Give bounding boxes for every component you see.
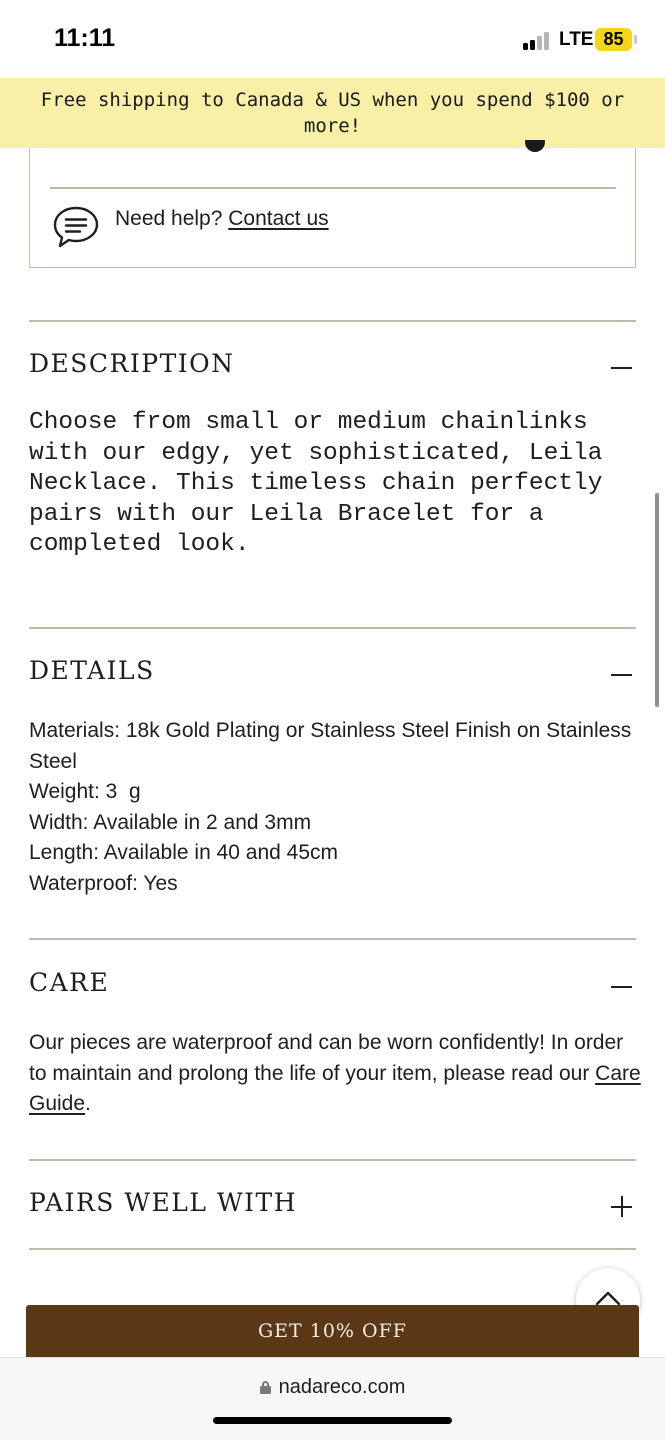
details-collapse-toggle[interactable] xyxy=(600,657,636,693)
minus-icon xyxy=(611,986,632,988)
detail-item: Width: Available in 2 and 3mm xyxy=(29,810,312,834)
pairs-expand-toggle[interactable] xyxy=(600,1189,636,1225)
battery-tip xyxy=(634,35,637,44)
lock-icon xyxy=(260,1381,271,1394)
chevron-up-icon xyxy=(595,1290,621,1306)
help-row xyxy=(115,207,329,231)
get-discount-button[interactable]: GET 10% OFF xyxy=(26,1305,639,1357)
promo-text: Free shipping to Canada & US when you spend $100 or more! xyxy=(40,89,625,137)
detail-item: Weight: 3 g xyxy=(29,780,141,803)
detail-item: Waterproof: Yes xyxy=(29,871,178,895)
section-divider xyxy=(29,1248,636,1250)
description-collapse-toggle[interactable] xyxy=(600,350,636,386)
description-text: Choose from small or medium chainlinks with our edgy, yet sophisticated, Leila Necklace. This timeless chain perfectly pairs with our Leila Bracelet for a completed look. xyxy=(29,409,603,558)
care-text xyxy=(29,1028,644,1120)
detail-item: Length: Available in 40 and 45cm xyxy=(29,841,339,864)
details-title[interactable]: DETAILS xyxy=(29,656,155,685)
minus-icon xyxy=(611,674,632,676)
section-divider xyxy=(29,1159,636,1161)
detail-item: Materials: 18k Gold Plating or Stainless Steel Finish on Stainless Steel xyxy=(29,719,632,773)
browser-address-bar[interactable] xyxy=(0,1357,665,1440)
url-row[interactable] xyxy=(0,1376,665,1399)
chat-bubble-icon xyxy=(52,206,100,248)
care-title[interactable]: CARE xyxy=(29,968,110,997)
description-title[interactable]: DESCRIPTION xyxy=(29,349,235,378)
home-indicator[interactable] xyxy=(213,1417,452,1424)
section-divider xyxy=(29,627,636,629)
care-text-after: . xyxy=(85,1092,91,1115)
promo-banner[interactable] xyxy=(0,78,665,148)
help-prefix: Need help? xyxy=(115,207,223,230)
status-time: 11:11 xyxy=(54,24,116,52)
section-divider xyxy=(29,938,636,940)
status-bar xyxy=(0,0,665,78)
section-divider xyxy=(29,320,636,322)
pairs-well-with-title[interactable]: PAIRS WELL WITH xyxy=(29,1188,297,1217)
details-list xyxy=(29,716,639,899)
care-collapse-toggle[interactable] xyxy=(600,969,636,1005)
contact-us-link[interactable]: Contact us xyxy=(228,207,329,230)
signal-icon xyxy=(523,32,553,50)
minus-icon xyxy=(611,367,632,369)
help-box xyxy=(29,148,636,268)
url-text: nadareco.com xyxy=(278,1376,406,1398)
help-divider xyxy=(50,187,616,189)
care-guide-link[interactable]: Care Guide xyxy=(29,1061,641,1115)
page-scrollbar[interactable] xyxy=(655,493,659,707)
care-text-before: Our pieces are waterproof and can be worn confidently! In order to maintain and prolong the life of your item, please read our xyxy=(29,1031,624,1085)
battery-icon: 85 xyxy=(595,28,632,51)
network-label: LTE xyxy=(559,29,594,50)
